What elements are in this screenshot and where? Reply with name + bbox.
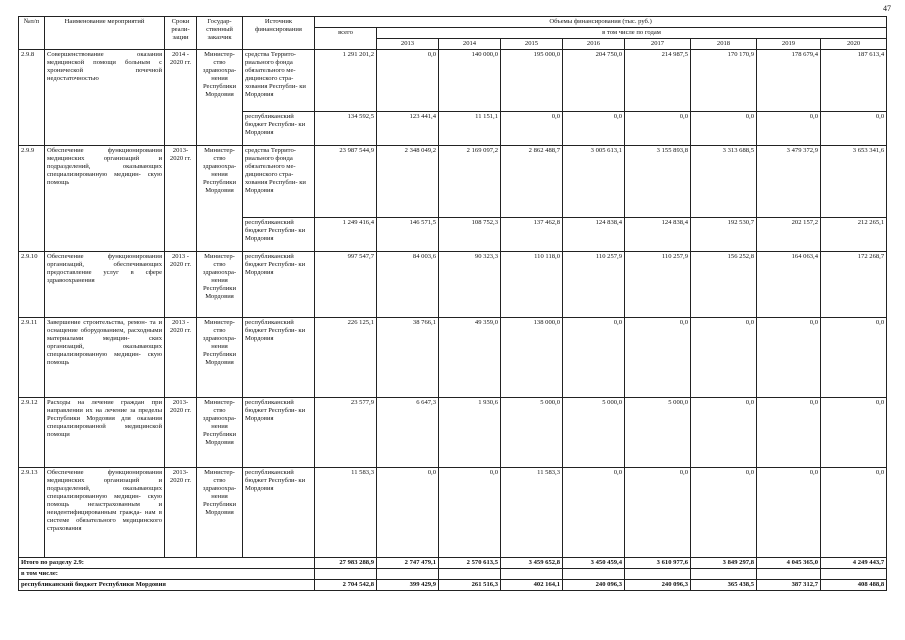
amount-year: 170 170,9 [691, 50, 757, 112]
row-number: 2.9.9 [19, 146, 45, 252]
amount-year: 11 583,3 [501, 468, 563, 558]
amount-year: 110 118,0 [501, 252, 563, 318]
financing-source: республиканский бюджет Республи- ки Мордовия [243, 252, 315, 318]
amount-year: 3 479 372,9 [757, 146, 821, 218]
header-year: 2014 [439, 39, 501, 50]
amount-year: 124 838,4 [563, 218, 625, 252]
row-number: 2.9.13 [19, 468, 45, 558]
summary-year [563, 569, 625, 580]
amount-year: 2 862 488,7 [501, 146, 563, 218]
amount-total: 1 249 416,4 [315, 218, 377, 252]
summary-year: 3 610 977,6 [625, 558, 691, 569]
header-year: 2015 [501, 39, 563, 50]
amount-year: 0,0 [821, 318, 887, 398]
table-row [19, 146, 887, 218]
amount-year: 0,0 [691, 318, 757, 398]
amount-year: 0,0 [757, 318, 821, 398]
summary-row [19, 558, 887, 569]
amount-year: 212 265,1 [821, 218, 887, 252]
amount-year: 49 359,0 [439, 318, 501, 398]
financing-source: республиканский бюджет Республи- ки Мордовия [243, 468, 315, 558]
amount-year: 156 252,8 [691, 252, 757, 318]
amount-year: 195 000,0 [501, 50, 563, 112]
financing-source: средства Террито- риального фонда обязательного ме- дицинского стра- хования Республи- ки Мордовия [243, 146, 315, 218]
amount-year: 5 000,0 [563, 398, 625, 468]
amount-total: 11 583,3 [315, 468, 377, 558]
amount-year: 0,0 [691, 112, 757, 146]
financing-source: средства Террито- риального фонда обязательного ме- дицинского стра- хования Республи- ки Мордовия [243, 50, 315, 112]
amount-year: 0,0 [563, 112, 625, 146]
financing-table [18, 16, 887, 591]
measure-name: Расходы на лечение граждан при направлении их на лечение за пределы Республики Мордовия для оказания специализированной медицинской помощи [45, 398, 165, 468]
summary-year: 240 096,3 [563, 580, 625, 591]
financing-source: республиканский бюджет Республи- ки Мордовия [243, 112, 315, 146]
state-customer: Министер- ство здравоохра- нения Республики Мордовия [197, 252, 243, 318]
financing-source: республиканский бюджет Республи- ки Мордовия [243, 318, 315, 398]
table-row [19, 318, 887, 398]
amount-year: 90 323,3 [439, 252, 501, 318]
amount-year: 3 005 613,1 [563, 146, 625, 218]
summary-row [19, 569, 887, 580]
financing-source: республиканский бюджет Республи- ки Мордовия [243, 398, 315, 468]
row-number: 2.9.10 [19, 252, 45, 318]
amount-total: 134 592,5 [315, 112, 377, 146]
header-total: всего [315, 28, 377, 50]
amount-year: 0,0 [377, 468, 439, 558]
amount-year: 2 169 097,2 [439, 146, 501, 218]
summary-year: 3 459 652,8 [501, 558, 563, 569]
header-by-year: в том числе по годам [377, 28, 887, 39]
amount-year: 84 003,6 [377, 252, 439, 318]
amount-year: 110 257,9 [563, 252, 625, 318]
implementation-term: 2013 - 2020 гг. [165, 318, 197, 398]
summary-year: 402 164,1 [501, 580, 563, 591]
amount-year: 6 647,3 [377, 398, 439, 468]
header-year: 2017 [625, 39, 691, 50]
implementation-term: 2013- 2020 гг. [165, 468, 197, 558]
header-customer: Государ- ственный заказчик [197, 17, 243, 50]
amount-year: 123 441,4 [377, 112, 439, 146]
summary-year [377, 569, 439, 580]
amount-year: 138 000,0 [501, 318, 563, 398]
state-customer: Министер- ство здравоохра- нения Республики Мордовия [197, 468, 243, 558]
summary-year: 387 312,7 [757, 580, 821, 591]
amount-year: 187 613,4 [821, 50, 887, 112]
amount-year: 0,0 [691, 398, 757, 468]
amount-year: 137 462,8 [501, 218, 563, 252]
summary-year: 3 849 297,8 [691, 558, 757, 569]
amount-year: 11 151,1 [439, 112, 501, 146]
amount-year: 202 157,2 [757, 218, 821, 252]
amount-year: 0,0 [821, 112, 887, 146]
summary-total: 27 983 288,9 [315, 558, 377, 569]
table-row [19, 468, 887, 558]
summary-year: 2 747 479,1 [377, 558, 439, 569]
amount-total: 997 547,7 [315, 252, 377, 318]
summary-year [757, 569, 821, 580]
state-customer: Министер- ство здравоохра- нения Республики Мордовия [197, 146, 243, 252]
amount-year: 0,0 [625, 112, 691, 146]
summary-label: республиканский бюджет Республики Мордовия [19, 580, 315, 591]
row-number: 2.9.12 [19, 398, 45, 468]
amount-year: 0,0 [625, 468, 691, 558]
summary-year [691, 569, 757, 580]
table-row [19, 398, 887, 468]
row-number: 2.9.8 [19, 50, 45, 146]
header-no: №п/п [19, 17, 45, 50]
amount-year: 0,0 [563, 318, 625, 398]
amount-year: 108 752,3 [439, 218, 501, 252]
summary-year [439, 569, 501, 580]
amount-year: 0,0 [757, 468, 821, 558]
header-term: Сроки реали- зации [165, 17, 197, 50]
summary-year [625, 569, 691, 580]
table-body [19, 50, 887, 591]
summary-year: 240 096,3 [625, 580, 691, 591]
summary-year: 365 438,5 [691, 580, 757, 591]
amount-year: 178 679,4 [757, 50, 821, 112]
amount-year: 192 530,7 [691, 218, 757, 252]
summary-total: 2 704 542,8 [315, 580, 377, 591]
summary-year: 408 488,8 [821, 580, 887, 591]
measure-name: Обеспечение функционирования организаций, обеспечивающих предоставление услуг в сфере здравоохранения [45, 252, 165, 318]
summary-year: 3 450 459,4 [563, 558, 625, 569]
implementation-term: 2014 - 2020 гг. [165, 50, 197, 146]
summary-year: 399 429,9 [377, 580, 439, 591]
amount-year: 0,0 [821, 468, 887, 558]
amount-year: 140 000,0 [439, 50, 501, 112]
implementation-term: 2013 - 2020 гг. [165, 252, 197, 318]
amount-year: 3 155 893,8 [625, 146, 691, 218]
implementation-term: 2013- 2020 гг. [165, 146, 197, 252]
header-year: 2020 [821, 39, 887, 50]
amount-total: 1 291 201,2 [315, 50, 377, 112]
amount-year: 0,0 [563, 468, 625, 558]
amount-year: 0,0 [377, 50, 439, 112]
summary-label: в том числе: [19, 569, 315, 580]
page-number: 47 [883, 4, 891, 13]
financing-source: республиканский бюджет Республи- ки Мордовия [243, 218, 315, 252]
amount-year: 1 930,6 [439, 398, 501, 468]
amount-year: 146 571,5 [377, 218, 439, 252]
summary-total [315, 569, 377, 580]
header-volumes: Объемы финансирования (тыс. руб.) [315, 17, 887, 28]
amount-year: 2 348 049,2 [377, 146, 439, 218]
summary-year: 4 045 365,0 [757, 558, 821, 569]
header-year: 2019 [757, 39, 821, 50]
amount-total: 23 577,9 [315, 398, 377, 468]
summary-year: 261 516,3 [439, 580, 501, 591]
measure-name: Обеспечение функционирования медицинских организаций и подразделений, оказывающих специализированную медицин- скую помощь незастрахованным и неидентифицированным гражда- нам в системе обязательного медицинского страхования [45, 468, 165, 558]
header-year: 2013 [377, 39, 439, 50]
amount-year: 0,0 [625, 318, 691, 398]
amount-year: 0,0 [439, 468, 501, 558]
state-customer: Министер- ство здравоохра- нения Республики Мордовия [197, 318, 243, 398]
header-source: Источник финансирования [243, 17, 315, 50]
amount-year: 110 257,9 [625, 252, 691, 318]
summary-label: Итого по разделу 2.9: [19, 558, 315, 569]
amount-year: 164 063,4 [757, 252, 821, 318]
amount-year: 204 750,0 [563, 50, 625, 112]
amount-year: 0,0 [821, 398, 887, 468]
summary-year [501, 569, 563, 580]
amount-year: 0,0 [757, 398, 821, 468]
amount-year: 5 000,0 [625, 398, 691, 468]
measure-name: Совершенствование оказания медицинской помощи больным с хронической почечной недостаточностью [45, 50, 165, 146]
amount-year: 172 268,7 [821, 252, 887, 318]
row-number: 2.9.11 [19, 318, 45, 398]
summary-row [19, 580, 887, 591]
header-year: 2016 [563, 39, 625, 50]
amount-year: 0,0 [757, 112, 821, 146]
summary-year [821, 569, 887, 580]
amount-year: 0,0 [691, 468, 757, 558]
amount-year: 0,0 [501, 112, 563, 146]
measure-name: Завершение строительства, ремон- та и оснащение оборудованием, расходными материалами медицин- ских организаций, оказывающих специализированную медицин- скую помощь [45, 318, 165, 398]
amount-year: 3 653 341,6 [821, 146, 887, 218]
amount-total: 23 987 544,9 [315, 146, 377, 218]
implementation-term: 2013- 2020 гг. [165, 398, 197, 468]
measure-name: Обеспечение функционирования медицинских организаций и подразделений, оказывающих специализированную медицин- скую помощь [45, 146, 165, 252]
table-row [19, 252, 887, 318]
state-customer: Министер- ство здравоохра- нения Республики Мордовия [197, 50, 243, 146]
header-name: Наименование мероприятий [45, 17, 165, 50]
amount-total: 226 125,1 [315, 318, 377, 398]
header-year: 2018 [691, 39, 757, 50]
amount-year: 3 313 688,5 [691, 146, 757, 218]
amount-year: 5 000,0 [501, 398, 563, 468]
summary-year: 2 570 613,5 [439, 558, 501, 569]
summary-year: 4 249 443,7 [821, 558, 887, 569]
state-customer: Министер- ство здравоохра- нения Республики Мордовия [197, 398, 243, 468]
amount-year: 124 838,4 [625, 218, 691, 252]
amount-year: 38 766,1 [377, 318, 439, 398]
amount-year: 214 987,5 [625, 50, 691, 112]
table-row [19, 50, 887, 112]
